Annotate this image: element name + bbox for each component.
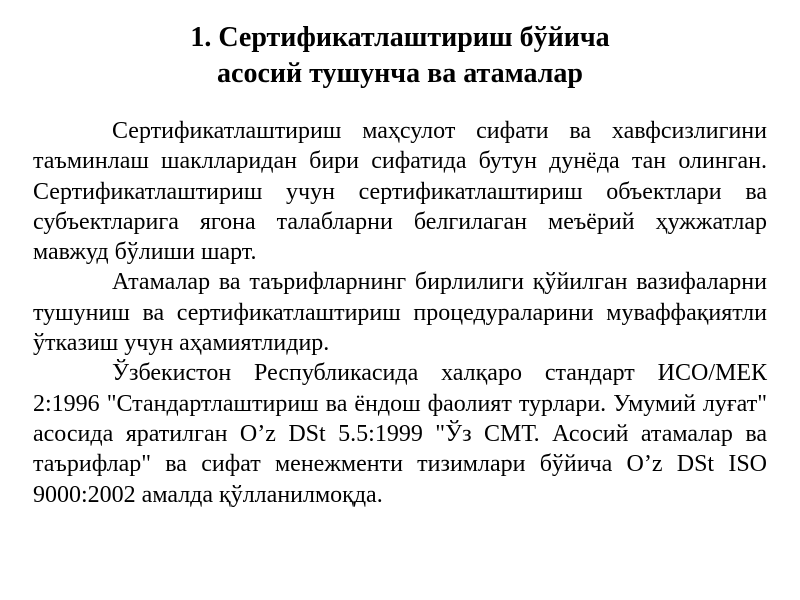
slide-title-line-2: асосий тушунча ва атамалар [217,58,583,89]
paragraph-uzbekistan-standards: Ўзбекистон Республикасида халқаро стандарт ИСО/МЕК 2:1996 "Стандартлаштириш ва ёндош фаолият турлари. Умумий луғат" асосида яратилган O’z DSt 5.5:1999 "Ўз СМТ. Асосий атамалар ва таърифлар" ва сифат менежменти тизимлари бўйича O’z DSt ISO 9000:2002 амалда қўлланилмоқда. [33,360,767,508]
slide-title-line-1: 1. Сертификатлаштириш бўйича [190,22,610,53]
paragraph-terms-unity: Атамалар ва таърифларнинг бирлилиги қўйилган вазифаларни тушуниш ва сертификатлаштириш процедураларини муваффақиятли ўтказиш учун аҳамиятлидир. [33,269,767,357]
slide-body [33,116,767,510]
paragraph-certification-definition: Сертификатлаштириш маҳсулот сифати ва хавфсизлигини таъминлаш шаклларидан бири сифатида бутун дунёда тан олинган. Сертификатлаштириш учун сертификатлаштириш объектлари ва субъектларига ягона талабларни белгилаган меъёрий ҳужжатлар мавжуд бўлиши шарт. [33,118,767,266]
slide-title [0,20,800,92]
